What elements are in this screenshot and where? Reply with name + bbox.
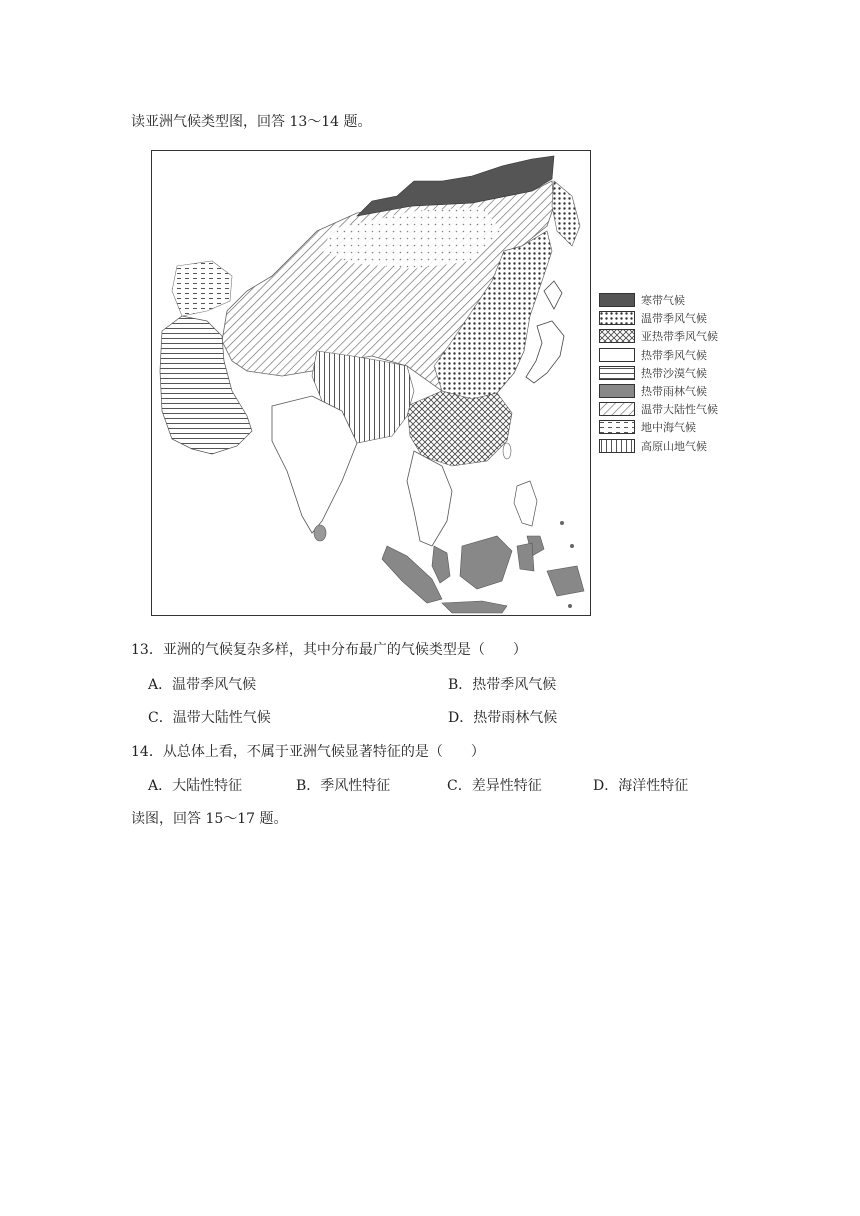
q14-option-d[interactable]: D．海洋性特征 — [593, 778, 689, 794]
legend-label: 热带季风气候 — [641, 348, 707, 362]
legend-item — [599, 400, 718, 418]
legend-label: 温带大陆性气候 — [641, 403, 718, 417]
legend-item — [599, 418, 718, 436]
legend-swatch-vertical-lines — [599, 439, 635, 453]
legend-label: 寒带气候 — [641, 294, 685, 308]
legend-swatch-solid-gray — [599, 384, 635, 398]
legend-swatch-blank — [599, 348, 635, 362]
q13-option-c[interactable]: C．温带大陆性气候 — [148, 710, 271, 726]
legend-item — [599, 327, 718, 345]
map-drawing — [152, 151, 592, 617]
asia-climate-map — [151, 150, 591, 616]
legend-swatch-solid-dark — [599, 293, 635, 307]
legend-item — [599, 309, 718, 327]
legend-label: 亚热带季风气候 — [641, 330, 718, 344]
legend-item — [599, 291, 718, 309]
map-legend — [599, 291, 718, 455]
legend-label: 热带沙漠气候 — [641, 366, 707, 380]
outro-text: 读图，回答 15～17 题。 — [131, 811, 288, 827]
legend-label: 高原山地气候 — [641, 439, 707, 453]
intro-text: 读亚洲气候类型图，回答 13～14 题。 — [131, 114, 372, 130]
question-13-stem: 13．亚洲的气候复杂多样，其中分布最广的气候类型是（ ） — [131, 642, 527, 658]
legend-label: 地中海气候 — [641, 421, 696, 435]
legend-swatch-dashes — [599, 420, 635, 434]
legend-label: 温带季风气候 — [641, 312, 707, 326]
legend-swatch-crosshatch — [599, 329, 635, 343]
q13-option-b[interactable]: B．热带季风气候 — [448, 677, 557, 693]
legend-swatch-dense-dots — [599, 311, 635, 325]
q13-option-a[interactable]: A．温带季风气候 — [148, 677, 257, 693]
q14-option-c[interactable]: C．差异性特征 — [447, 778, 542, 794]
q14-option-a[interactable]: A．大陆性特征 — [148, 778, 243, 794]
legend-item — [599, 382, 718, 400]
legend-item — [599, 437, 718, 455]
legend-swatch-diagonal-lines — [599, 402, 635, 416]
question-14-stem: 14．从总体上看，不属于亚洲气候显著特征的是（ ） — [131, 744, 485, 760]
legend-item — [599, 346, 718, 364]
q13-option-d[interactable]: D．热带雨林气候 — [448, 710, 558, 726]
q14-option-b[interactable]: B．季风性特征 — [296, 778, 391, 794]
legend-item — [599, 364, 718, 382]
legend-label: 热带雨林气候 — [641, 385, 707, 399]
legend-swatch-horizontal-lines — [599, 366, 635, 380]
